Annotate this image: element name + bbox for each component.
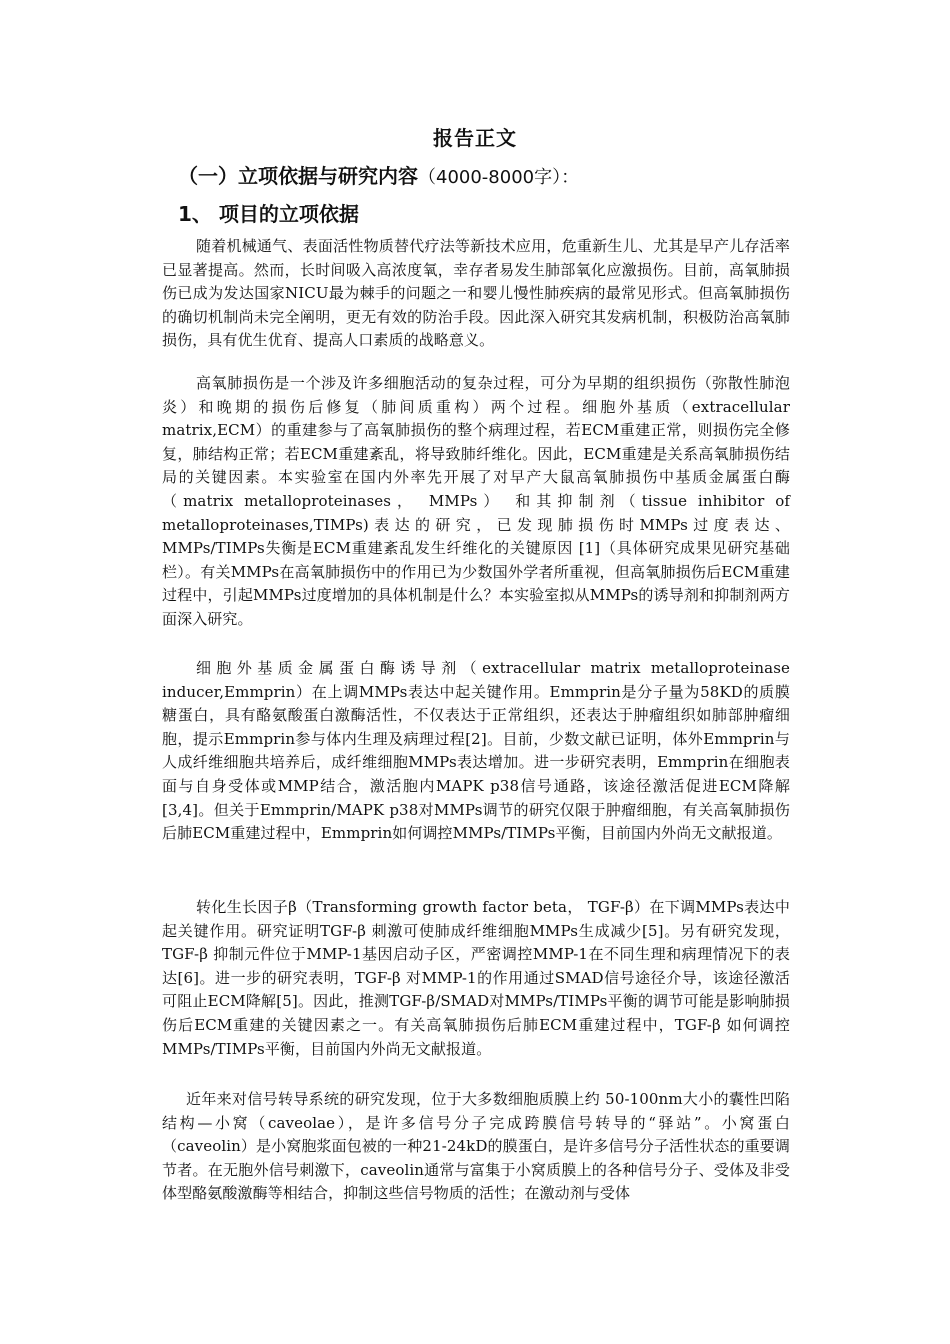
subsection-heading: 1、 项目的立项依据 bbox=[178, 202, 359, 226]
paragraph-5: 近年来对信号转导系统的研究发现，位于大多数细胞质膜上约 50-100nm大小的囊性凹陷结构—小窝（caveolae），是许多信号分子完成跨膜信号转导的“驿站”。小窝蛋白（caveolin）是小窝胞浆面包被的一种21-24kD的膜蛋白，是许多信号分子活性状态的重要调节者。在无胞外信号刺激下，caveolin通常与富集于小窝质膜上的各种信号分子、受体及非受体型酪氨酸激酶等相结合，抑制这些信号物质的活性；在激动剂与受体 bbox=[162, 1090, 790, 1203]
paragraph-3: 细胞外基质金属蛋白酶诱导剂（extracellular matrix metalloproteinase inducer,Emmprin）在上调MMPs表达中起关键作用。Emmprin是分子量为58KD的质膜糖蛋白，具有酪氨酸蛋白激酶活性，不仅表达于正常组织，还表达于肿瘤组织如肺部肿瘤细胞，提示Emmprin参与体内生理及病理过程[2]。目前，少数文献已证明，体外Emmprin与人成纤维细胞共培养后，成纤维细胞MMPs表达增加。进一步研究表明，Emmprin在细胞表面与自身受体或MMP结合，激活胞内MAPK p38信号通路，该途径激活促进ECM降解[3,4]。但关于Emmprin/MAPK p38对MMPs调节的研究仅限于肿瘤细胞，有关高氧肺损伤后肺ECM重建过程中，Emmprin如何调控MMPs/TIMPs平衡，目前国内外尚无文献报道。 bbox=[162, 659, 790, 843]
paragraph-1: 随着机械通气、表面活性物质替代疗法等新技术应用，危重新生儿、尤其是早产儿存活率已显著提高。然而，长时间吸入高浓度氧，幸存者易发生肺部氧化应激损伤。目前，高氧肺损伤已成为发达国家NICU最为棘手的问题之一和婴儿慢性肺疾病的最常见形式。但高氧肺损伤的确切机制尚未完全阐明，更无有效的防治手段。因此深入研究其发病机制，积极防治高氧肺损伤，具有优生优育、提高人口素质的战略意义。 bbox=[162, 237, 790, 350]
section-heading bbox=[178, 160, 579, 189]
paragraph-4: 转化生长因子β（Transforming growth factor beta， TGF-β）在下调MMPs表达中起关键作用。研究证明TGF-β 刺激可使肺成纤维细胞MMPs生成减少[5]。另有研究发现，TGF-β 抑制元件位于MMP-1基因启动子区，严密调控MMP-1在不同生理和病理情况下的表达[6]。进一步的研究表明，TGF-β 对MMP-1的作用通过SMAD信号途径介导，该途径激活可阻止ECM降解[5]。因此，推测TGF-β/SMAD对MMPs/TIMPs平衡的调节可能是影响肺损伤后ECM重建的关键因素之一。有关高氧肺损伤后肺ECM重建过程中，TGF-β 如何调控MMPs/TIMPs平衡，目前国内外尚无文献报道。 bbox=[162, 898, 790, 1058]
section-heading-note: （4000-8000字）： bbox=[418, 167, 580, 188]
section-heading-main: （一）立项依据与研究内容 bbox=[178, 164, 418, 188]
page-title: 报告正文 bbox=[433, 126, 517, 150]
paragraph-2: 高氧肺损伤是一个涉及许多细胞活动的复杂过程，可分为早期的组织损伤（弥散性肺泡炎）和晚期的损伤后修复（肺间质重构）两个过程。细胞外基质（extracellular matrix,ECM）的重建参与了高氧肺损伤的整个病理过程，若ECM重建正常，则损伤完全修复，肺结构正常；若ECM重建紊乱，将导致肺纤维化。因此，ECM重建是关系高氧肺损伤结局的关键因素。本实验室在国内外率先开展了对早产大鼠高氧肺损伤中基质金属蛋白酶（matrix metalloproteinases， MMPs） 和其抑制剂（tissue inhibitor of metalloproteinases,TIMPs)表达的研究，已发现肺损伤时MMPs过度表达、MMPs/TIMPs失衡是ECM重建紊乱发生纤维化的关键原因 [1]（具体研究成果见研究基础栏）。有关MMPs在高氧肺损伤中的作用已为少数国外学者所重视，但高氧肺损伤后ECM重建过程中，引起MMPs过度增加的具体机制是什么？本实验室拟从MMPs的诱导剂和抑制剂两方面深入研究。 bbox=[162, 374, 790, 628]
